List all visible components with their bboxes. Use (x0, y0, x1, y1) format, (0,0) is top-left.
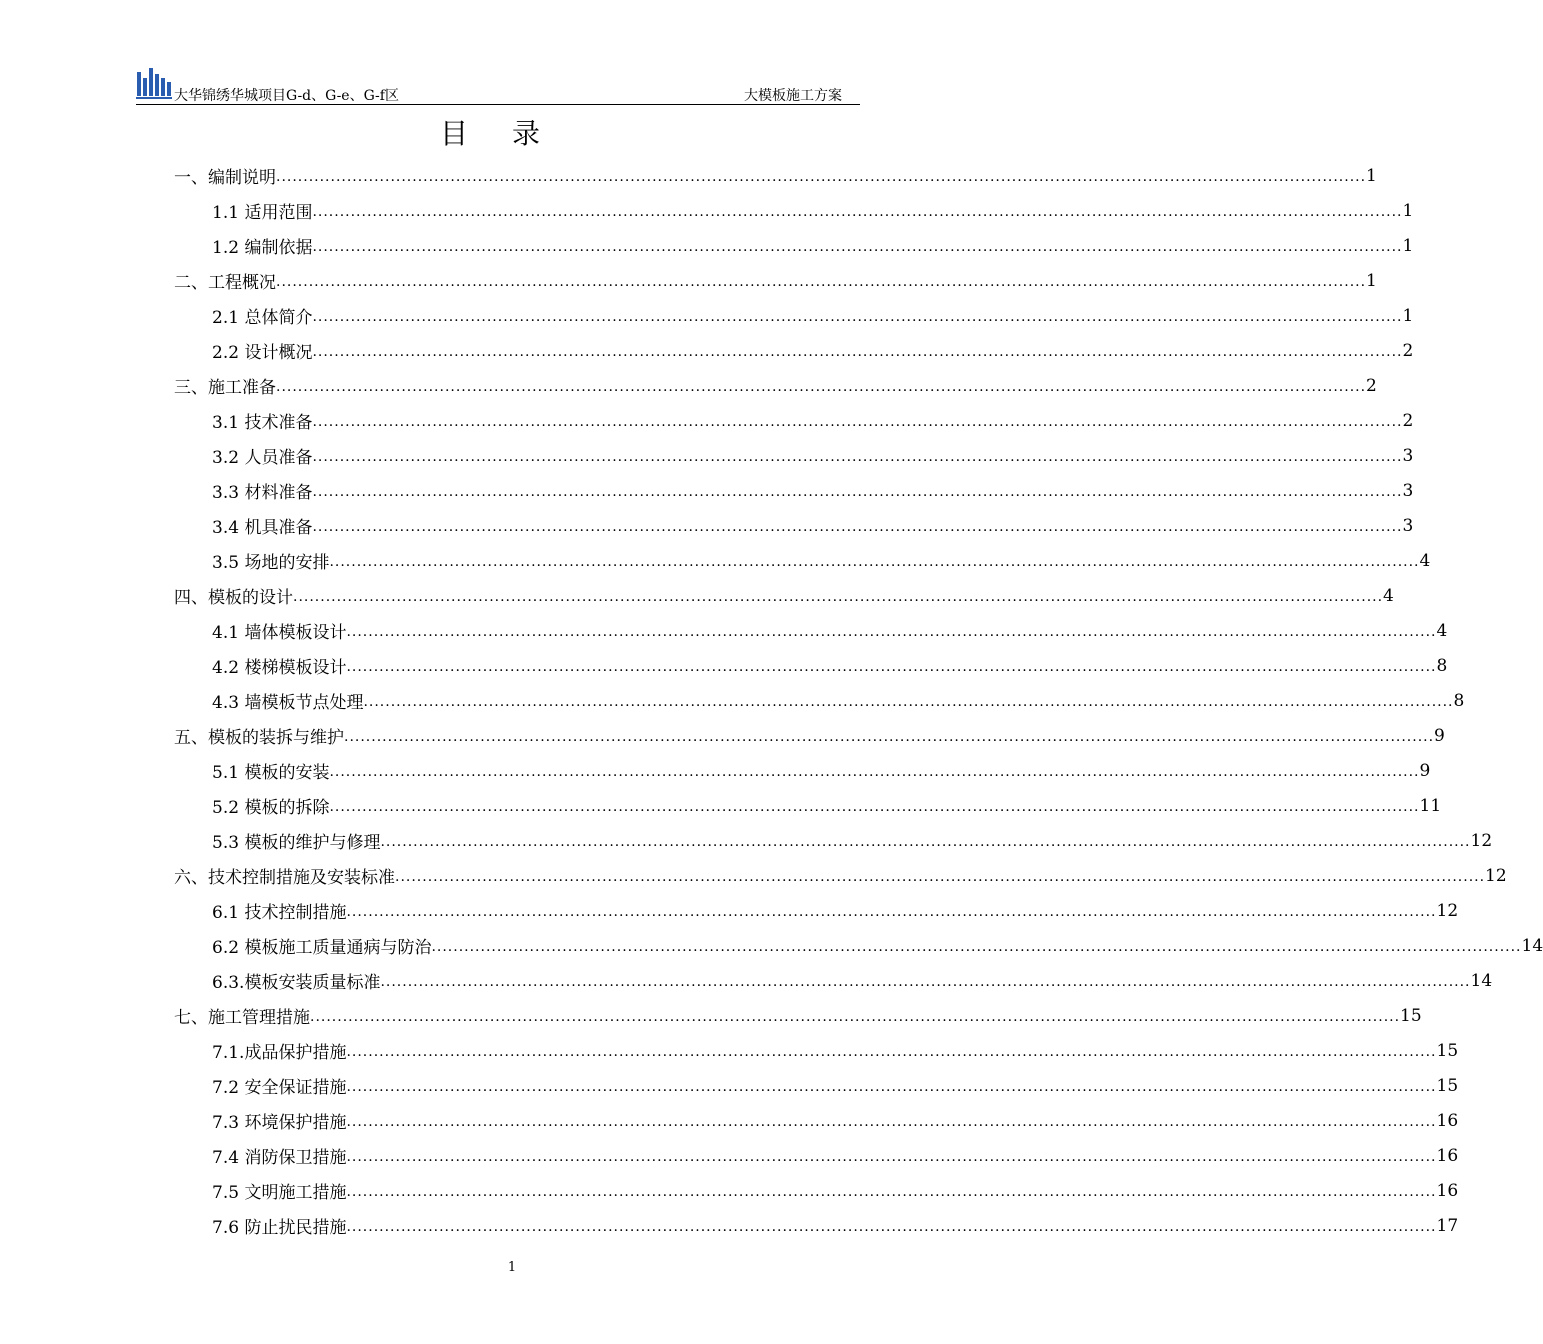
toc-leader-dots: ........................................................................................................................................................................................................ (312, 343, 1403, 360)
toc-entry[interactable] (174, 613, 1448, 648)
toc-entry-label: 一、编制说明 (174, 163, 276, 188)
table-of-contents (174, 158, 1543, 1243)
toc-entry-page: 15 (1436, 1040, 1459, 1061)
toc-leader-dots: ........................................................................................................................................................................................................ (276, 273, 1367, 290)
toc-entry[interactable] (174, 928, 1543, 963)
toc-entry-label: 6.3.模板安装质量标准 (212, 968, 380, 993)
toc-leader-dots: ........................................................................................................................................................................................................ (312, 413, 1403, 430)
toc-entry-label: 5.1 模板的安装 (212, 758, 329, 783)
building-logo-icon (136, 66, 172, 100)
toc-entry-page: 1 (1402, 235, 1414, 256)
header-project-name: 大华锦绣华城项目G-d、G-e、G-f区 (174, 88, 399, 104)
toc-entry-label: 7.5 文明施工措施 (212, 1178, 346, 1203)
toc-entry-page: 1 (1366, 270, 1377, 291)
toc-leader-dots: ........................................................................................................................................................................................................ (395, 868, 1486, 885)
toc-entry-page: 4 (1419, 550, 1431, 571)
toc-entry-page: 9 (1434, 725, 1445, 746)
toc-entry[interactable] (174, 228, 1414, 263)
toc-entry-page: 12 (1485, 865, 1507, 886)
toc-leader-dots: ........................................................................................................................................................................................................ (344, 728, 1435, 745)
toc-leader-dots: ........................................................................................................................................................................................................ (380, 973, 1471, 990)
toc-entry-label: 3.3 材料准备 (212, 478, 312, 503)
toc-entry-page: 15 (1400, 1005, 1422, 1026)
toc-leader-dots: ........................................................................................................................................................................................................ (293, 588, 1384, 605)
toc-entry-label: 4.2 楼梯模板设计 (212, 653, 346, 678)
toc-entry-page: 11 (1419, 795, 1442, 816)
toc-entry[interactable] (174, 368, 1377, 403)
toc-entry-label: 7.6 防止扰民措施 (212, 1213, 346, 1238)
toc-entry-page: 1 (1402, 200, 1414, 221)
toc-entry-page: 17 (1436, 1215, 1459, 1236)
toc-entry-label: 3.5 场地的安排 (212, 548, 329, 573)
toc-entry[interactable] (174, 403, 1414, 438)
toc-leader-dots: ........................................................................................................................................................................................................ (380, 833, 1471, 850)
header-document-title: 大模板施工方案 (744, 88, 842, 104)
toc-entry-label: 二、工程概况 (174, 268, 276, 293)
toc-entry-label: 五、模板的装拆与维护 (174, 723, 344, 748)
toc-entry-page: 8 (1436, 655, 1448, 676)
toc-entry-page: 3 (1402, 445, 1414, 466)
toc-leader-dots: ........................................................................................................................................................................................................ (346, 658, 1437, 675)
toc-entry-page: 3 (1402, 480, 1414, 501)
toc-entry-label: 2.1 总体简介 (212, 303, 312, 328)
toc-leader-dots: ........................................................................................................................................................................................................ (329, 553, 1420, 570)
toc-leader-dots: ........................................................................................................................................................................................................ (312, 518, 1403, 535)
toc-entry-page: 1 (1402, 305, 1414, 326)
toc-entry[interactable] (174, 1173, 1459, 1208)
page-header (136, 66, 860, 105)
toc-entry-label: 三、施工准备 (174, 373, 276, 398)
toc-entry-label: 1.1 适用范围 (212, 198, 312, 223)
toc-leader-dots: ........................................................................................................................................................................................................ (346, 903, 1437, 920)
toc-entry-page: 2 (1366, 375, 1377, 396)
toc-entry-label: 7.1.成品保护措施 (212, 1038, 346, 1063)
toc-entry-label: 4.3 墙模板节点处理 (212, 688, 363, 713)
toc-entry[interactable] (174, 508, 1414, 543)
toc-entry[interactable] (174, 263, 1377, 298)
toc-entry[interactable] (174, 998, 1422, 1033)
toc-entry-page: 16 (1436, 1145, 1459, 1166)
toc-entry-label: 3.2 人员准备 (212, 443, 312, 468)
toc-entry[interactable] (174, 858, 1507, 893)
toc-entry[interactable] (174, 1103, 1459, 1138)
toc-entry-page: 14 (1470, 970, 1493, 991)
toc-entry-page: 4 (1383, 585, 1394, 606)
toc-entry-label: 6.1 技术控制措施 (212, 898, 346, 923)
toc-entry[interactable] (174, 473, 1414, 508)
toc-entry[interactable] (174, 298, 1414, 333)
toc-leader-dots: ........................................................................................................................................................................................................ (346, 1078, 1437, 1095)
toc-leader-dots: ........................................................................................................................................................................................................ (346, 1148, 1437, 1165)
toc-entry[interactable] (174, 543, 1431, 578)
toc-entry-label: 4.1 墙体模板设计 (212, 618, 346, 643)
toc-entry-page: 2 (1402, 410, 1414, 431)
toc-leader-dots: ........................................................................................................................................................................................................ (276, 378, 1367, 395)
toc-entry-page: 2 (1402, 340, 1414, 361)
toc-entry-label: 7.2 安全保证措施 (212, 1073, 346, 1098)
toc-entry-label: 5.3 模板的维护与修理 (212, 828, 380, 853)
toc-entry-label: 7.3 环境保护措施 (212, 1108, 346, 1133)
toc-leader-dots: ........................................................................................................................................................................................................ (312, 483, 1403, 500)
toc-entry-label: 6.2 模板施工质量通病与防治 (212, 933, 431, 958)
toc-entry[interactable] (174, 753, 1431, 788)
toc-leader-dots: ........................................................................................................................................................................................................ (431, 938, 1522, 955)
toc-entry[interactable] (174, 193, 1414, 228)
toc-title: 目录 (439, 117, 584, 150)
toc-entry-page: 12 (1470, 830, 1493, 851)
toc-leader-dots: ........................................................................................................................................................................................................ (346, 1113, 1437, 1130)
toc-entry-page: 15 (1436, 1075, 1459, 1096)
toc-entry-label: 3.1 技术准备 (212, 408, 312, 433)
toc-leader-dots: ........................................................................................................................................................................................................ (312, 308, 1403, 325)
toc-entry[interactable] (174, 648, 1448, 683)
toc-entry[interactable] (174, 718, 1445, 753)
toc-entry[interactable] (174, 788, 1442, 823)
toc-entry-label: 3.4 机具准备 (212, 513, 312, 538)
toc-entry-label: 四、模板的设计 (174, 583, 293, 608)
toc-entry[interactable] (174, 1208, 1459, 1243)
toc-entry-page: 9 (1419, 760, 1431, 781)
toc-entry[interactable] (174, 1138, 1459, 1173)
toc-entry[interactable] (174, 1068, 1459, 1103)
toc-leader-dots: ........................................................................................................................................................................................................ (363, 693, 1454, 710)
toc-entry-page: 16 (1436, 1180, 1459, 1201)
toc-entry-label: 七、施工管理措施 (174, 1003, 310, 1028)
toc-entry-page: 1 (1366, 165, 1377, 186)
toc-leader-dots: ........................................................................................................................................................................................................ (346, 1218, 1437, 1235)
toc-entry-page: 16 (1436, 1110, 1459, 1131)
toc-entry[interactable] (174, 683, 1465, 718)
toc-leader-dots: ........................................................................................................................................................................................................ (329, 763, 1420, 780)
toc-leader-dots: ........................................................................................................................................................................................................ (346, 623, 1437, 640)
toc-entry-label: 1.2 编制依据 (212, 233, 312, 258)
toc-entry[interactable] (174, 963, 1493, 998)
toc-entry[interactable] (174, 578, 1394, 613)
toc-leader-dots: ........................................................................................................................................................................................................ (346, 1043, 1437, 1060)
toc-leader-dots: ........................................................................................................................................................................................................ (312, 203, 1403, 220)
toc-entry-label: 7.4 消防保卫措施 (212, 1143, 346, 1168)
toc-leader-dots: ........................................................................................................................................................................................................ (312, 448, 1403, 465)
toc-entry[interactable] (174, 438, 1414, 473)
toc-entry[interactable] (174, 893, 1459, 928)
toc-entry-label: 六、技术控制措施及安装标准 (174, 863, 395, 888)
toc-leader-dots: ........................................................................................................................................................................................................ (312, 238, 1403, 255)
toc-entry-label: 2.2 设计概况 (212, 338, 312, 363)
toc-entry-page: 14 (1521, 935, 1543, 956)
toc-entry[interactable] (174, 823, 1493, 858)
toc-entry[interactable] (174, 158, 1377, 193)
toc-leader-dots: ........................................................................................................................................................................................................ (310, 1008, 1401, 1025)
toc-leader-dots: ........................................................................................................................................................................................................ (276, 168, 1367, 185)
toc-entry[interactable] (174, 333, 1414, 368)
toc-entry-page: 12 (1436, 900, 1459, 921)
toc-entry-page: 3 (1402, 515, 1414, 536)
toc-entry-page: 8 (1453, 690, 1465, 711)
toc-entry-page: 4 (1436, 620, 1448, 641)
toc-entry[interactable] (174, 1033, 1459, 1068)
page-number: 1 (507, 1260, 517, 1275)
toc-leader-dots: ........................................................................................................................................................................................................ (329, 798, 1420, 815)
toc-leader-dots: ........................................................................................................................................................................................................ (346, 1183, 1437, 1200)
toc-entry-label: 5.2 模板的拆除 (212, 793, 329, 818)
